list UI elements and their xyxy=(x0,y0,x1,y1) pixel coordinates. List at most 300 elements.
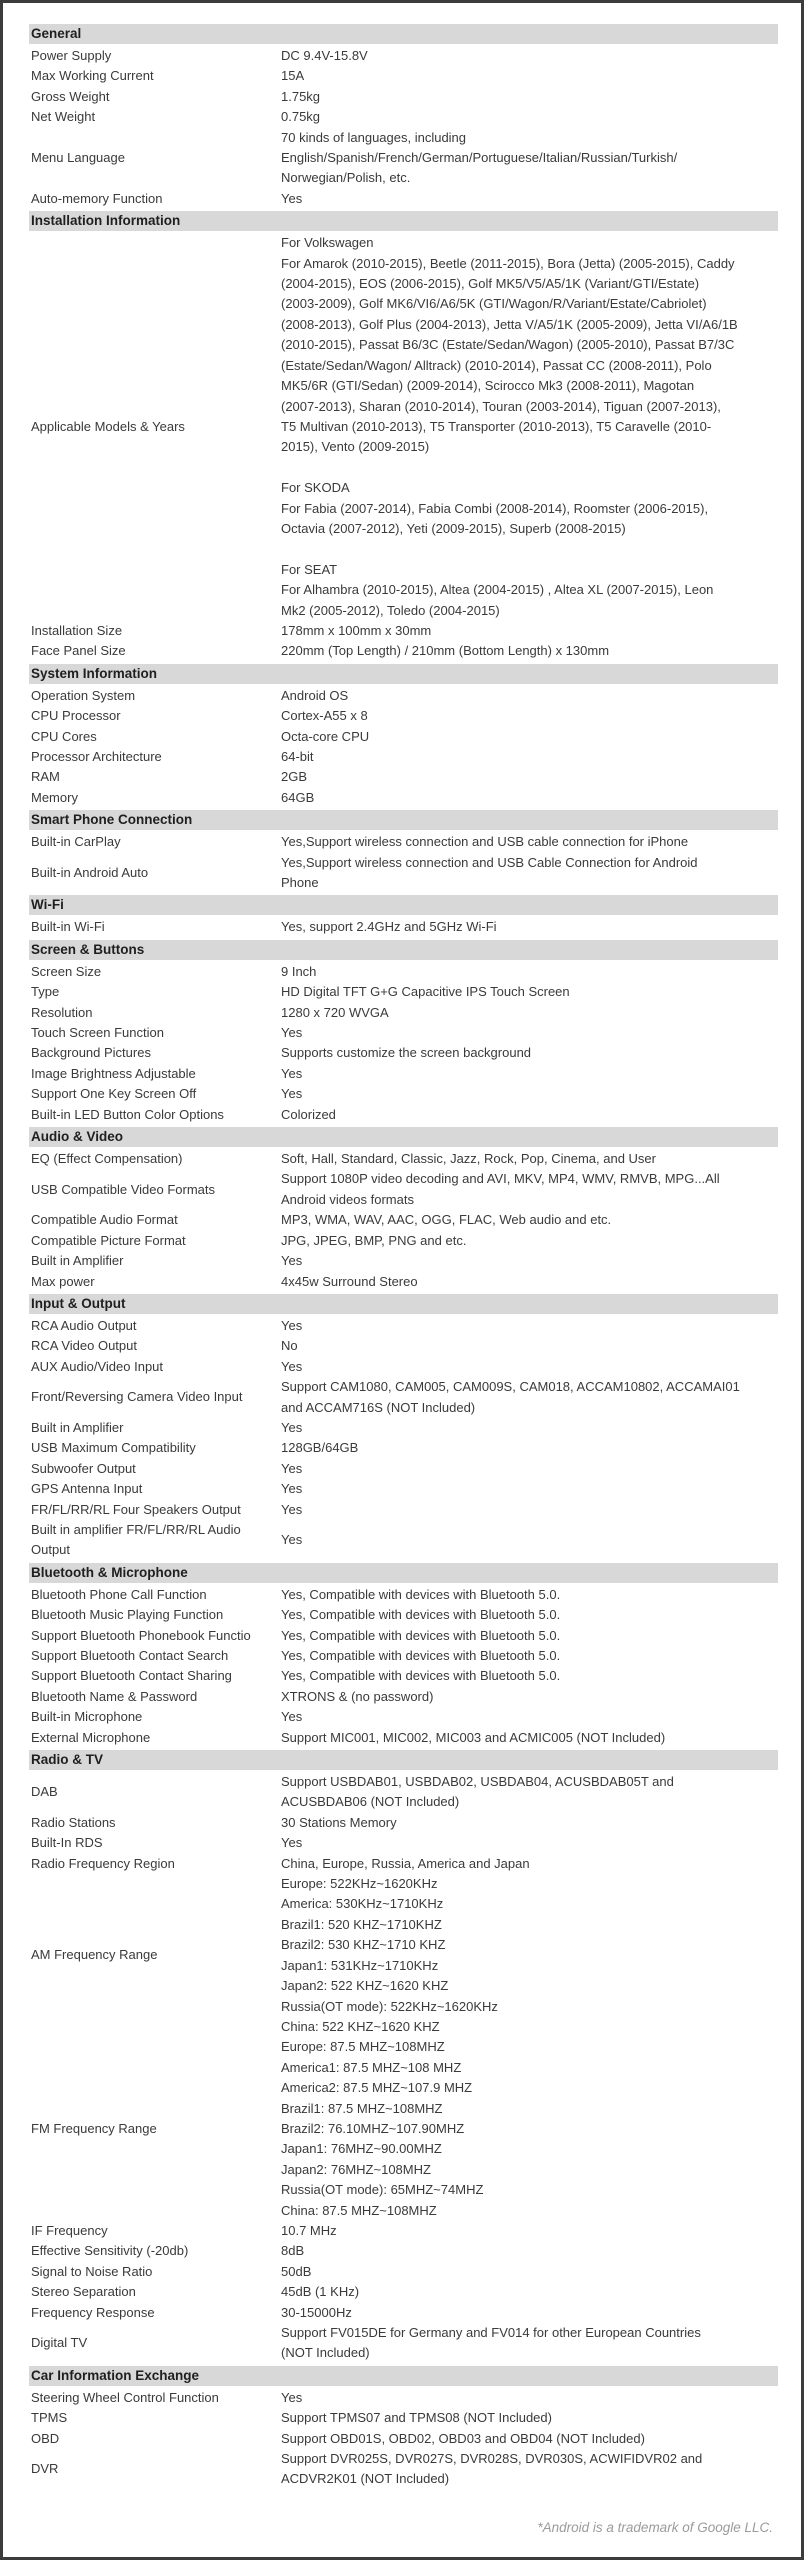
spec-value-line: Yes xyxy=(281,1501,303,1517)
spec-value xyxy=(281,1854,778,1874)
spec-value-line: America1: 87.5 MHZ~108 MHZ xyxy=(281,2059,462,2075)
spec-row-support-bluetooth-contact-sharing xyxy=(29,1666,778,1686)
spec-label: Power Supply xyxy=(31,48,112,63)
spec-value-line: Cortex-A55 x 8 xyxy=(281,708,368,724)
spec-value-line: Support DVR025S, DVR027S, DVR028S, DVR030S, ACWIFIDVR02 and xyxy=(281,2451,703,2467)
spec-label: Processor Architecture xyxy=(31,748,162,764)
spec-row-ram xyxy=(29,767,778,787)
spec-row-max-working-current xyxy=(29,66,778,86)
spec-value-line: T5 Multivan (2010-2013), T5 Transporter (2010-2013), T5 Caravelle (2010- xyxy=(281,418,712,434)
spec-row-usb-compatible-video-formats xyxy=(29,1169,778,1210)
spec-value-line: 0.75kg xyxy=(281,109,321,125)
spec-label: Support Bluetooth Contact Sharing xyxy=(31,1668,232,1684)
spec-value-line: 1.75kg xyxy=(281,88,321,104)
spec-label: USB Maximum Compatibility xyxy=(31,1440,196,1456)
spec-value-line: Japan2: 76MHZ~108MHZ xyxy=(281,2161,431,2177)
spec-value-line: Yes, Compatible with devices with Bluetooth 5.0. xyxy=(281,1607,561,1623)
spec-value-line: Europe: 87.5 MHZ~108MHZ xyxy=(281,2039,445,2055)
spec-value-line: Support USBDAB01, USBDAB02, USBDAB04, ACUSBDAB05T and xyxy=(281,1774,674,1790)
spec-value-line: Yes xyxy=(281,1317,303,1333)
spec-value xyxy=(281,2037,778,2221)
spec-value-line: 45dB (1 KHz) xyxy=(281,2284,360,2300)
spec-value-line: 2GB xyxy=(281,769,308,785)
spec-value-line: Japan1: 76MHZ~90.00MHZ xyxy=(281,2141,442,2157)
spec-row-cpu-processor xyxy=(29,706,778,726)
spec-value xyxy=(281,1003,778,1023)
spec-label: External Microphone xyxy=(31,1729,151,1745)
spec-value-line: Support TPMS07 and TPMS08 (NOT Included) xyxy=(281,2410,552,2426)
spec-row-processor-architecture xyxy=(29,747,778,767)
spec-label: Built-in CarPlay xyxy=(31,834,121,850)
spec-value-line: Yes xyxy=(281,1460,303,1476)
spec-value-line: Support MIC001, MIC002, MIC003 and ACMIC005 (NOT Included) xyxy=(281,1729,666,1745)
spec-row-radio-frequency-region xyxy=(29,1854,778,1874)
spec-value xyxy=(281,1459,778,1479)
spec-label: Built-in LED Button Color Options xyxy=(31,1106,224,1122)
spec-label: CPU Processor xyxy=(31,708,121,724)
spec-value-line: 30 Stations Memory xyxy=(281,1814,397,1830)
spec-row-effective-sensitivity-20db xyxy=(29,2241,778,2261)
spec-row-am-frequency-range xyxy=(29,1874,778,2037)
spec-value-line: America2: 87.5 MHZ~107.9 MHZ xyxy=(281,2080,473,2096)
spec-value-line: No xyxy=(281,1338,298,1354)
spec-value-line: Brazil1: 87.5 MHZ~108MHZ xyxy=(281,2100,443,2116)
spec-value xyxy=(281,853,778,894)
spec-value-line: Japan2: 522 KHZ~1620 KHZ xyxy=(281,1978,449,1994)
spec-value xyxy=(281,1438,778,1458)
section-header-smart-phone-connection: Smart Phone Connection xyxy=(29,810,778,830)
spec-row-operation-system xyxy=(29,686,778,706)
spec-value-line xyxy=(281,458,778,478)
spec-value xyxy=(281,107,778,127)
spec-value-line: Yes, Compatible with devices with Bluetooth 5.0. xyxy=(281,1586,561,1602)
spec-value-line: 50dB xyxy=(281,2263,312,2279)
spec-value xyxy=(281,1377,778,1418)
spec-value-line: Yes xyxy=(281,1025,303,1041)
spec-value-line: Yes xyxy=(281,1253,303,1269)
spec-label: Image Brightness Adjustable xyxy=(31,1065,196,1081)
spec-label: Radio Frequency Region xyxy=(31,1855,175,1871)
spec-value xyxy=(281,1336,778,1356)
spec-value xyxy=(281,2429,778,2449)
spec-value-line: 8dB xyxy=(281,2243,305,2259)
spec-row-support-bluetooth-phonebook-functio xyxy=(29,1626,778,1646)
spec-value-line: XTRONS & (no password) xyxy=(281,1688,434,1704)
spec-label: RAM xyxy=(31,769,60,785)
spec-value xyxy=(281,686,778,706)
spec-value-line: (2010-2015), Passat B6/3C (Estate/Sedan/Wagon) (2005-2010), Passat B7/3C xyxy=(281,337,735,353)
spec-label: EQ (Effect Compensation) xyxy=(31,1151,183,1167)
spec-row-bluetooth-name-password xyxy=(29,1687,778,1707)
spec-label: GPS Antenna Input xyxy=(31,1481,143,1497)
spec-value-line: Android videos formats xyxy=(281,1191,414,1207)
spec-value-line: Yes xyxy=(281,1419,303,1435)
section-header-car-information-exchange: Car Information Exchange xyxy=(29,2366,778,2386)
spec-value xyxy=(281,1105,778,1125)
spec-value xyxy=(281,1605,778,1625)
spec-row-applicable-models-years xyxy=(29,233,778,621)
spec-row-compatible-audio-format xyxy=(29,1210,778,1230)
spec-label: RCA Audio Output xyxy=(31,1317,137,1333)
spec-row-obd xyxy=(29,2429,778,2449)
spec-value-line: 10.7 MHz xyxy=(281,2222,337,2238)
spec-row-face-panel-size xyxy=(29,641,778,661)
spec-row-steering-wheel-control-function xyxy=(29,2388,778,2408)
spec-label: Built in Amplifier xyxy=(31,1253,124,1269)
spec-value xyxy=(281,1626,778,1646)
spec-row-radio-stations xyxy=(29,1813,778,1833)
spec-row-rca-audio-output xyxy=(29,1316,778,1336)
spec-value xyxy=(281,1272,778,1292)
spec-label: Memory xyxy=(31,789,78,805)
spec-value-line: 1280 x 720 WVGA xyxy=(281,1004,389,1020)
spec-value xyxy=(281,621,778,641)
spec-label: Stereo Separation xyxy=(31,2284,136,2300)
spec-value-line: 220mm (Top Length) / 210mm (Bottom Length) x 130mm xyxy=(281,643,610,659)
spec-value-line: Yes xyxy=(281,1065,303,1081)
spec-row-built-in-amplifier-fr-fl-rr-rl-audio-output xyxy=(29,1520,778,1561)
spec-label: Effective Sensitivity (-20db) xyxy=(31,2243,189,2259)
spec-value xyxy=(281,1530,778,1550)
spec-value-line: Yes, Compatible with devices with Bluetooth 5.0. xyxy=(281,1668,561,1684)
spec-row-background-pictures xyxy=(29,1043,778,1063)
spec-value xyxy=(281,1316,778,1336)
spec-row-bluetooth-music-playing-function xyxy=(29,1605,778,1625)
spec-row-signal-to-noise-ratio xyxy=(29,2262,778,2282)
spec-row-built-in-led-button-color-options xyxy=(29,1105,778,1125)
spec-row-aux-audio-video-input xyxy=(29,1357,778,1377)
spec-label: DAB xyxy=(31,1784,58,1800)
spec-value-line: HD Digital TFT G+G Capacitive IPS Touch Screen xyxy=(281,984,570,1000)
spec-row-auto-memory-function xyxy=(29,189,778,209)
spec-value xyxy=(281,1210,778,1230)
spec-row-built-in-microphone xyxy=(29,1707,778,1727)
spec-value-line: For Alhambra (2010-2015), Altea (2004-2015) , Altea XL (2007-2015), Leon xyxy=(281,582,714,598)
spec-label: Built-In RDS xyxy=(31,1835,103,1851)
spec-row-power-supply xyxy=(29,46,778,66)
spec-value-line: Octavia (2007-2012), Yeti (2009-2015), Superb (2008-2015) xyxy=(281,520,626,536)
spec-label: Built in Amplifier xyxy=(31,1419,124,1435)
spec-value xyxy=(281,1772,778,1813)
spec-value-line: Europe: 522KHz~1620KHz xyxy=(281,1876,438,1892)
spec-label: Resolution xyxy=(31,1004,93,1020)
spec-value-line: China: 522 KHZ~1620 KHZ xyxy=(281,2018,440,2034)
spec-value-line: 64GB xyxy=(281,789,315,805)
spec-value-line: ACUSBDAB06 (NOT Included) xyxy=(281,1794,460,1810)
section-header-system-information: System Information xyxy=(29,664,778,684)
spec-value xyxy=(281,1687,778,1707)
spec-label: Compatible Audio Format xyxy=(31,1212,178,1228)
spec-value-line: Phone xyxy=(281,875,319,890)
android-trademark-footnote: *Android is a trademark of Google LLC. xyxy=(537,2520,773,2535)
spec-value-line: Mk2 (2005-2012), Toledo (2004-2015) xyxy=(281,602,500,618)
spec-label: Digital TV xyxy=(31,2335,88,2351)
spec-value xyxy=(281,767,778,787)
spec-value xyxy=(281,1833,778,1853)
spec-label: Type xyxy=(31,984,60,1000)
spec-value xyxy=(281,1043,778,1063)
spec-label: Built-in Microphone xyxy=(31,1709,143,1725)
spec-value xyxy=(281,1418,778,1438)
spec-value xyxy=(281,788,778,808)
spec-label: Frequency Response xyxy=(31,2304,155,2320)
spec-value xyxy=(281,962,778,982)
spec-value-line: Norwegian/Polish, etc. xyxy=(281,170,411,186)
spec-value-line: Japan1: 531KHz~1710KHz xyxy=(281,1957,439,1973)
spec-value-line xyxy=(281,539,778,559)
section-header-bluetooth-microphone: Bluetooth & Microphone xyxy=(29,1563,778,1583)
spec-value xyxy=(281,1646,778,1666)
spec-value-line: For SEAT xyxy=(281,561,338,577)
spec-value xyxy=(281,1666,778,1686)
spec-value-line: 178mm x 100mm x 30mm xyxy=(281,622,432,638)
spec-row-rca-video-output xyxy=(29,1336,778,1356)
spec-row-tpms xyxy=(29,2408,778,2428)
spec-value xyxy=(281,128,778,189)
spec-row-cpu-cores xyxy=(29,727,778,747)
spec-value-line: For Fabia (2007-2014), Fabia Combi (2008-2014), Roomster (2006-2015), xyxy=(281,500,709,516)
spec-label: Applicable Models & Years xyxy=(31,418,185,434)
spec-value-line: (2003-2009), Golf MK6/VI6/A6/5K (GTI/Wagon/R/Variant/Estate/Cabriolet) xyxy=(281,296,707,312)
spec-row-eq-effect-compensation xyxy=(29,1149,778,1169)
spec-row-built-in-wi-fi xyxy=(29,917,778,937)
spec-row-max-power xyxy=(29,1272,778,1292)
spec-row-installation-size xyxy=(29,621,778,641)
spec-value xyxy=(281,2388,778,2408)
spec-value xyxy=(281,1064,778,1084)
spec-label: FM Frequency Range xyxy=(31,2120,157,2136)
spec-value xyxy=(281,1500,778,1520)
spec-row-dvr xyxy=(29,2449,778,2490)
spec-label: IF Frequency xyxy=(31,2222,108,2238)
spec-value xyxy=(281,1728,778,1748)
spec-row-fm-frequency-range xyxy=(29,2037,778,2221)
spec-value xyxy=(281,2323,778,2364)
spec-label: Gross Weight xyxy=(31,88,110,104)
spec-row-type xyxy=(29,982,778,1002)
spec-row-built-in-carplay xyxy=(29,832,778,852)
spec-row-front-reversing-camera-video-input xyxy=(29,1377,778,1418)
spec-value-line: JPG, JPEG, BMP, PNG and etc. xyxy=(281,1232,467,1248)
spec-row-usb-maximum-compatibility xyxy=(29,1438,778,1458)
section-header-radio-tv: Radio & TV xyxy=(29,1750,778,1770)
spec-value xyxy=(281,189,778,209)
spec-value xyxy=(281,2262,778,2282)
spec-label: Installation Size xyxy=(31,622,123,638)
spec-label: OBD xyxy=(31,2430,60,2446)
spec-value-line: America: 530KHz~1710KHz xyxy=(281,1896,444,1912)
spec-value-line: Support CAM1080, CAM005, CAM009S, CAM018, ACCAM10802, ACCAMAI01 xyxy=(281,1379,740,1395)
spec-row-image-brightness-adjustable xyxy=(29,1064,778,1084)
spec-label: Radio Stations xyxy=(31,1814,116,1830)
spec-label: Bluetooth Music Playing Function xyxy=(31,1607,224,1623)
spec-row-fr-fl-rr-rl-four-speakers-output xyxy=(29,1500,778,1520)
spec-label: Bluetooth Name & Password xyxy=(31,1688,198,1704)
spec-value-line: Russia(OT mode): 65MHZ~74MHZ xyxy=(281,2182,484,2198)
spec-value-line: MK5/6R (GTI/Sedan) (2009-2014), Scirocco Mk3 (2008-2011), Magotan xyxy=(281,378,695,394)
spec-value xyxy=(281,46,778,66)
spec-value-line: Support OBD01S, OBD02, OBD03 and OBD04 (NOT Included) xyxy=(281,2430,645,2446)
spec-value xyxy=(281,1149,778,1169)
spec-value-line: 70 kinds of languages, including xyxy=(281,129,467,145)
spec-value-line: and ACCAM716S (NOT Included) xyxy=(281,1399,476,1415)
section-header-wi-fi: Wi-Fi xyxy=(29,895,778,915)
spec-value xyxy=(281,917,778,937)
spec-label: Face Panel Size xyxy=(31,643,126,659)
spec-label: Built in amplifier FR/FL/RR/RL Audio Output xyxy=(31,1521,241,1558)
spec-value-line: Yes xyxy=(281,1532,303,1548)
spec-value-line: 30-15000Hz xyxy=(281,2304,352,2320)
spec-label: AM Frequency Range xyxy=(31,1947,158,1963)
spec-value-line: Brazil2: 76.10MHZ~107.90MHZ xyxy=(281,2120,465,2136)
spec-value-line: Colorized xyxy=(281,1106,336,1122)
spec-row-built-in-rds xyxy=(29,1833,778,1853)
spec-value xyxy=(281,727,778,747)
spec-label: Auto-memory Function xyxy=(31,190,163,206)
spec-label: Max Working Current xyxy=(31,68,154,84)
spec-row-compatible-picture-format xyxy=(29,1231,778,1251)
spec-value-line: Soft, Hall, Standard, Classic, Jazz, Rock, Pop, Cinema, and User xyxy=(281,1151,656,1167)
section-header-installation-information: Installation Information xyxy=(29,211,778,231)
spec-label: Support Bluetooth Contact Search xyxy=(31,1648,229,1663)
spec-label: Max power xyxy=(31,1273,95,1289)
spec-label: Screen Size xyxy=(31,963,102,979)
section-header-input-output: Input & Output xyxy=(29,1294,778,1314)
spec-label: Built-in Android Auto xyxy=(31,864,149,880)
spec-value-line: Yes xyxy=(281,1358,303,1374)
spec-row-gross-weight xyxy=(29,87,778,107)
spec-row-support-one-key-screen-off xyxy=(29,1084,778,1104)
spec-value-line: Yes,Support wireless connection and USB cable connection for iPhone xyxy=(281,834,689,850)
spec-value xyxy=(281,2282,778,2302)
spec-value-line: 64-bit xyxy=(281,748,314,764)
spec-label: AUX Audio/Video Input xyxy=(31,1358,164,1374)
spec-value xyxy=(281,1874,778,2037)
spec-row-stereo-separation xyxy=(29,2282,778,2302)
spec-value-line: ACDVR2K01 (NOT Included) xyxy=(281,2471,450,2487)
spec-label: Built-in Wi-Fi xyxy=(31,919,105,935)
spec-row-if-frequency xyxy=(29,2221,778,2241)
spec-value-line: For Volkswagen xyxy=(281,235,374,251)
spec-value-line: (2008-2013), Golf Plus (2004-2013), Jetta V/A5/1K (2005-2009), Jetta VI/A6/1B xyxy=(281,316,738,332)
spec-value xyxy=(281,1084,778,1104)
spec-value xyxy=(281,2449,778,2490)
section-header-audio-video: Audio & Video xyxy=(29,1127,778,1147)
spec-value-line: Yes xyxy=(281,1835,303,1851)
spec-value-line: Russia(OT mode): 522KHz~1620KHz xyxy=(281,1998,498,2014)
spec-value-line: Yes,Support wireless connection and USB Cable Connection for Android xyxy=(281,854,698,870)
spec-row-dab xyxy=(29,1772,778,1813)
spec-row-external-microphone xyxy=(29,1728,778,1748)
spec-label: Support One Key Screen Off xyxy=(31,1086,197,1102)
spec-row-screen-size xyxy=(29,962,778,982)
spec-value xyxy=(281,1813,778,1833)
spec-value-line: Android OS xyxy=(281,687,349,703)
spec-value-line: Supports customize the screen background xyxy=(281,1045,532,1061)
spec-value-line: Brazil1: 520 KHZ~1710KHZ xyxy=(281,1916,442,1932)
spec-label: Subwoofer Output xyxy=(31,1460,136,1476)
spec-row-net-weight xyxy=(29,107,778,127)
spec-row-memory xyxy=(29,788,778,808)
spec-value xyxy=(281,832,778,852)
spec-label: Background Pictures xyxy=(31,1045,151,1061)
spec-value xyxy=(281,233,778,621)
spec-label: Menu Language xyxy=(31,150,125,166)
spec-value xyxy=(281,2303,778,2323)
spec-value-line: 128GB/64GB xyxy=(281,1440,359,1456)
spec-value xyxy=(281,2221,778,2241)
spec-label: USB Compatible Video Formats xyxy=(31,1181,216,1197)
spec-label: Bluetooth Phone Call Function xyxy=(31,1586,207,1602)
spec-value xyxy=(281,1479,778,1499)
spec-value xyxy=(281,747,778,767)
spec-row-built-in-android-auto xyxy=(29,853,778,894)
spec-value xyxy=(281,1231,778,1251)
spec-value xyxy=(281,1707,778,1727)
spec-value-line: 2015), Vento (2009-2015) xyxy=(281,439,430,455)
spec-value-line: Yes, Compatible with devices with Bluetooth 5.0. xyxy=(281,1627,561,1643)
section-header-screen-buttons: Screen & Buttons xyxy=(29,940,778,960)
spec-value xyxy=(281,2408,778,2428)
spec-value-line: 15A xyxy=(281,68,305,84)
spec-row-touch-screen-function xyxy=(29,1023,778,1043)
spec-row-built-in-amplifier xyxy=(29,1251,778,1271)
spec-label: Touch Screen Function xyxy=(31,1025,164,1041)
spec-label: Net Weight xyxy=(31,109,96,125)
spec-value-line: Yes, support 2.4GHz and 5GHz Wi-Fi xyxy=(281,919,497,935)
spec-row-support-bluetooth-contact-search xyxy=(29,1646,778,1666)
spec-value xyxy=(281,641,778,661)
spec-row-gps-antenna-input xyxy=(29,1479,778,1499)
spec-value xyxy=(281,1251,778,1271)
spec-row-built-in-amplifier xyxy=(29,1418,778,1438)
spec-value-line: English/Spanish/French/German/Portuguese/Italian/Russian/Turkish/ xyxy=(281,150,678,166)
spec-label: Steering Wheel Control Function xyxy=(31,2389,219,2405)
spec-value xyxy=(281,87,778,107)
spec-label: CPU Cores xyxy=(31,728,97,744)
spec-value-line: Yes xyxy=(281,190,303,206)
spec-table xyxy=(3,3,801,2490)
spec-value xyxy=(281,706,778,726)
spec-value xyxy=(281,1169,778,1210)
spec-label: Signal to Noise Ratio xyxy=(31,2263,153,2279)
spec-value-line: For Amarok (2010-2015), Beetle (2011-2015), Bora (Jetta) (2005-2015), Caddy xyxy=(281,255,735,271)
spec-value-line: (2004-2015), EOS (2006-2015), Golf MK5/V5/A5/1K (Variant/GTI/Estate) xyxy=(281,276,700,292)
spec-value-line: 9 Inch xyxy=(281,963,317,979)
spec-row-resolution xyxy=(29,1003,778,1023)
spec-row-frequency-response xyxy=(29,2303,778,2323)
spec-value-line: (2007-2013), Sharan (2010-2014), Touran (2003-2014), Tiguan (2007-2013), xyxy=(281,398,721,414)
section-header-general: General xyxy=(29,24,778,44)
spec-label: FR/FL/RR/RL Four Speakers Output xyxy=(31,1501,241,1517)
spec-value-line: 4x45w Surround Stereo xyxy=(281,1273,418,1289)
spec-label: Support Bluetooth Phonebook Functio xyxy=(31,1627,251,1643)
spec-label: RCA Video Output xyxy=(31,1338,137,1354)
spec-value-line: Yes xyxy=(281,1709,303,1725)
spec-value-line: MP3, WMA, WAV, AAC, OGG, FLAC, Web audio and etc. xyxy=(281,1212,612,1228)
spec-value-line: China: 87.5 MHZ~108MHZ xyxy=(281,2202,437,2218)
spec-value xyxy=(281,982,778,1002)
spec-value-line: (NOT Included) xyxy=(281,2345,370,2361)
spec-value-line: Yes, Compatible with devices with Bluetooth 5.0. xyxy=(281,1648,561,1663)
spec-value xyxy=(281,2241,778,2261)
spec-value-line: China, Europe, Russia, America and Japan xyxy=(281,1855,530,1871)
spec-value-line: DC 9.4V-15.8V xyxy=(281,48,368,63)
spec-value-line: Octa-core CPU xyxy=(281,728,370,744)
spec-value xyxy=(281,1585,778,1605)
spec-value-line: Support FV015DE for Germany and FV014 for other European Countries xyxy=(281,2325,701,2340)
spec-value-line: Yes xyxy=(281,2389,303,2405)
